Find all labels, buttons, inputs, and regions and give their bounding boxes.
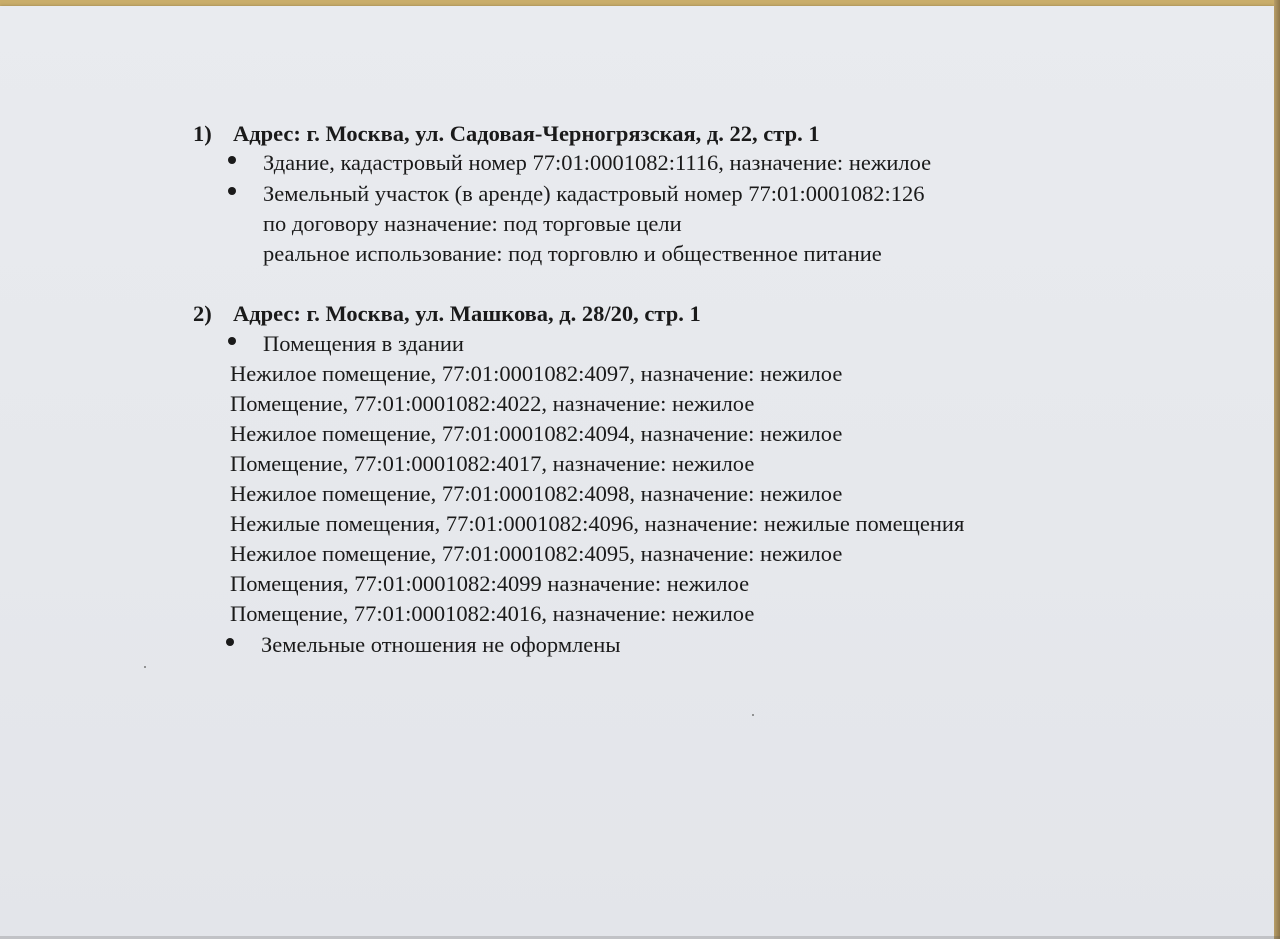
- bullet-icon: [228, 156, 236, 164]
- desk-edge: [1274, 0, 1280, 939]
- section-1-land-line-3: реальное использование: под торговлю и общественное питание: [263, 241, 882, 266]
- bullet-icon: [228, 187, 236, 195]
- section-2-land-status: Земельные отношения не оформлены: [261, 632, 621, 657]
- section-2-number: 2): [193, 301, 212, 326]
- room-line: Нежилое помещение, 77:01:0001082:4094, назначение: нежилое: [230, 421, 843, 446]
- room-line: Помещение, 77:01:0001082:4022, назначение: нежилое: [230, 391, 755, 416]
- room-line: Нежилое помещение, 77:01:0001082:4095, назначение: нежилое: [230, 541, 843, 566]
- bullet-icon: [228, 337, 236, 345]
- section-1-land-line-2: по договору назначение: под торговые цели: [263, 211, 682, 236]
- section-1-address: Адрес: г. Москва, ул. Садовая-Черногрязская, д. 22, стр. 1: [233, 121, 820, 146]
- paper-speck: [752, 714, 754, 716]
- room-line: Нежилые помещения, 77:01:0001082:4096, назначение: нежилые помещения: [230, 511, 965, 536]
- room-line: Помещения, 77:01:0001082:4099 назначение: нежилое: [230, 571, 750, 596]
- paper-speck: [144, 666, 146, 668]
- section-1-building: Здание, кадастровый номер 77:01:0001082:1116, назначение: нежилое: [263, 150, 932, 175]
- room-line: Помещение, 77:01:0001082:4017, назначение: нежилое: [230, 451, 755, 476]
- section-1-number: 1): [193, 121, 212, 146]
- section-2-premises-heading: Помещения в здании: [263, 331, 464, 356]
- section-2-address: Адрес: г. Москва, ул. Машкова, д. 28/20, стр. 1: [233, 301, 701, 326]
- paper-sheet: [0, 6, 1274, 939]
- room-line: Нежилое помещение, 77:01:0001082:4097, назначение: нежилое: [230, 361, 843, 386]
- room-line: Помещение, 77:01:0001082:4016, назначение: нежилое: [230, 601, 755, 626]
- section-1-land-line-1: Земельный участок (в аренде) кадастровый номер 77:01:0001082:126: [263, 181, 925, 206]
- bullet-icon: [226, 638, 234, 646]
- room-line: Нежилое помещение, 77:01:0001082:4098, назначение: нежилое: [230, 481, 843, 506]
